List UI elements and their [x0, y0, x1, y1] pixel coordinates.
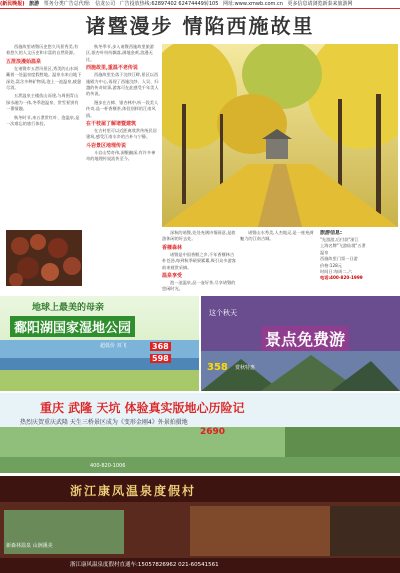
paragraph: 斗岩山势奇伟,洞壑幽深,有许多神奇的地理传说流传至今。	[86, 149, 156, 162]
article-column-3	[162, 230, 238, 292]
ginkgo-avenue-photo	[162, 44, 398, 227]
ad-price: 368	[152, 342, 169, 351]
subheading: 五泄浪漫始温泉	[6, 58, 42, 65]
ad-price: 598	[152, 354, 169, 363]
ad-tag: 这个秋天	[209, 309, 237, 317]
ad-price: 358	[207, 362, 228, 373]
subheading: 温泉享受	[162, 273, 183, 280]
torreya-nut-photo	[6, 230, 82, 286]
paragraph: 五泄温泉主楼依山而建,与周围青山绿水融为一体,冬季泡温泉、赏雪景别有一番情趣。	[6, 93, 79, 112]
poyang-lake-ad[interactable]	[0, 296, 199, 391]
ad-title: 浙江康凤温泉度假村	[70, 484, 197, 498]
page-headline: 诸暨漫步 情陷西施故里	[85, 14, 315, 38]
travel-info-box	[320, 230, 398, 292]
ad-subtitle: 热烈庆贺重庆武隆 天生三桥景区成为《变形金刚4》外景拍摄地	[20, 419, 188, 426]
paragraph: 在诸暨市五泄风景区,秀美的山水间藏着一处温泉度假胜地。温泉水来自地下深处,富含多种矿物质,泡上一池温泉,疲惫尽消。	[6, 65, 82, 91]
ad-contact-line: 浙江康风温泉度假村直通车:15057826962 021-60541561	[70, 562, 219, 568]
article-column-1	[6, 44, 82, 228]
paragraph: 泡一池温泉,品一壶好茶,尽享诸暨的悠闲时光。	[162, 280, 236, 292]
topbar-item: 广告投放热线:62897402 62474449转105	[119, 1, 219, 7]
ad-price: 2690	[200, 427, 226, 437]
ad-note: 超低价 双飞	[100, 343, 127, 349]
paragraph: 在古村里可以近距离欣赏传统民居建筑,感受江南水乡的古朴与宁静。	[86, 128, 157, 140]
ad-slogan: 地球上最美的母亲	[32, 303, 105, 313]
ad-title: 鄱阳湖国家湿地公园	[10, 316, 135, 337]
paragraph: 西施故里诸暨历史悠久风景秀美,有着悠久的人文历史和丰富的自然资源。	[6, 44, 79, 56]
topbar-item: 票务分类广告总代理:	[43, 1, 91, 7]
info-line: 温泉	[320, 249, 329, 255]
info-line: 电话:400-820-1999	[320, 275, 363, 281]
topbar-item: 信龙公司	[95, 1, 116, 7]
ad-phone: 400-820-1006	[90, 463, 126, 469]
free-scenic-tour-ad[interactable]	[201, 296, 400, 391]
ad-subtitle: 新森林温泉 山涧溪美	[6, 543, 53, 549]
info-line: 时间日:每周二,六	[320, 269, 353, 275]
top-bar	[0, 0, 400, 9]
ad-sub: 赏秋特惠	[235, 365, 256, 371]
ad-title: 景点免费游	[261, 326, 349, 351]
channel-label: 旅游	[29, 1, 40, 7]
paragraph: 西施故里坐落于浣纱江畔,景区以西施殿为中心,再现了西施浣纱、入吴、归越的传奇故事,游客可在此感受千年美人的传说。	[86, 72, 159, 97]
wulong-tiankeng-ad[interactable]	[0, 393, 400, 473]
article-column-4	[240, 230, 316, 292]
ad-title: 重庆 武隆 天坑 体验真实版地心历险记	[40, 401, 245, 415]
info-line: 上海名牌"飞游仙境"五泄	[320, 243, 366, 249]
info-line: "先游游,后付款"浙江	[320, 237, 359, 242]
info-line: 价格:128元	[320, 262, 342, 268]
hot-spring-scenery-image	[0, 502, 400, 558]
topbar-item: 更多信息请浏览新泰来旅游网	[287, 1, 353, 7]
subheading: 香榧森林	[162, 244, 183, 251]
subheading: 西施故里,重温不老传说	[86, 65, 138, 72]
section-label: (新民晚报)	[0, 1, 25, 7]
info-title: 旅游信息:	[320, 230, 342, 236]
paragraph: 秋冬时节,来五泄赏红叶、泡温泉,是一次难忘的旅行体验。	[6, 114, 80, 127]
topbar-item: 网址:www.xmwb.com.cn	[222, 1, 283, 7]
info-line: 西施故里门票一日游	[320, 256, 358, 262]
paragraph: 漫步在古樟、银杏林中,听一段美人传奇,品一杯香榧茶,体验别样的江南风情。	[86, 99, 159, 118]
paragraph: 秋冬季节,步入诸暨西施故里旅游区,银杏叶纷纷飘落,满地金黄,浪漫无比。	[86, 44, 154, 62]
article-column-2	[86, 44, 159, 292]
subheading: 在干枝屋了解诸暨建筑	[86, 121, 137, 128]
paragraph: 诸暨是中国香榧之乡,千年香榧林古朴苍劲,每到秋季硕果累累,吸引众多游客前来观赏采摘。	[162, 251, 236, 270]
mountain-scenery-image	[201, 351, 400, 391]
subheading: 斗岩景区地理传说	[86, 142, 127, 149]
paragraph: 诸暨山水秀美,人杰地灵,是一座充满魅力的江南古城。	[240, 230, 314, 242]
paragraph: 深秋的诸暨,处处充满诗情画意,是旅游休闲的好去处。	[162, 230, 236, 242]
kangfeng-hot-spring-ad[interactable]	[0, 476, 400, 573]
